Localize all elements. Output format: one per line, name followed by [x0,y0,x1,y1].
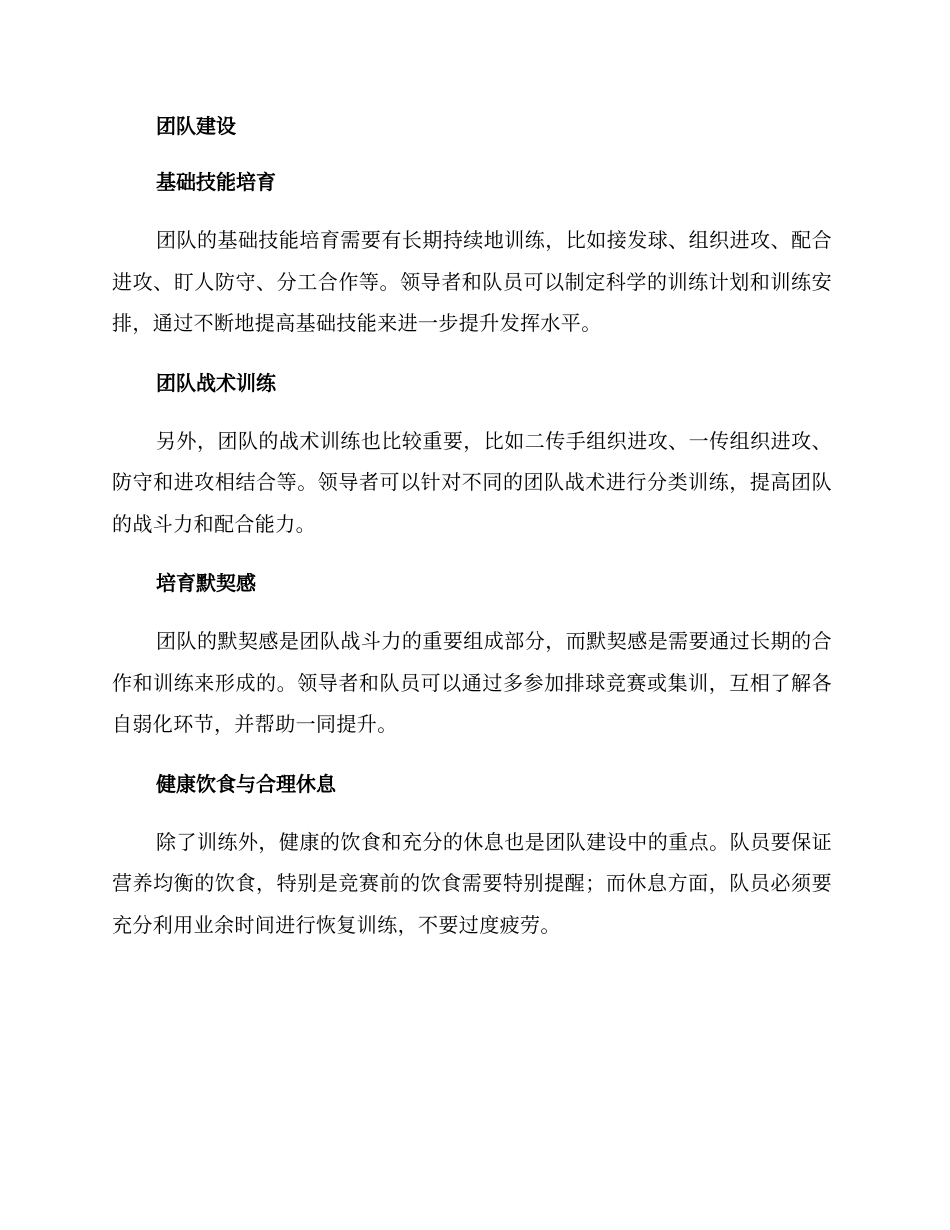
document-page [112,108,832,966]
section-body-teamwork: 团队的默契感是团队战斗力的重要组成部分，而默契感是需要通过长期的合作和训练来形成的。领导者和队员可以通过多参加排球竞赛或集训，互相了解各自弱化环节，并帮助一同提升。 [112,629,832,736]
section-body-diet-rest: 除了训练外，健康的饮食和充分的休息也是团队建设中的重点。队员要保证营养均衡的饮食，特别是竞赛前的饮食需要特别提醒；而休息方面，队员必须要充分利用业余时间进行恢复训练，不要过度疲劳。 [112,829,832,937]
section-heading-diet-rest: 健康饮食与合理休息 [156,771,336,796]
document-title: 团队建设 [156,114,236,138]
section-heading-basic-skills: 基础技能培育 [156,170,276,194]
section-heading-teamwork: 培育默契感 [156,571,256,595]
section-body-tactics: 另外，团队的战术训练也比较重要，比如二传手组织进攻、一传组织进攻、防守和进攻相结合等。领导者可以针对不同的团队战术进行分类训练，提高团队的战斗力和配合能力。 [112,428,832,536]
section-heading-tactics: 团队战术训练 [156,370,276,395]
section-body-basic-skills: 团队的基础技能培育需要有长期持续地训练，比如接发球、组织进攻、配合进攻、盯人防守、分工合作等。领导者和队员可以制定科学的训练计划和训练安排，通过不断地提高基础技能来进一步提升发挥水平。 [112,228,832,335]
